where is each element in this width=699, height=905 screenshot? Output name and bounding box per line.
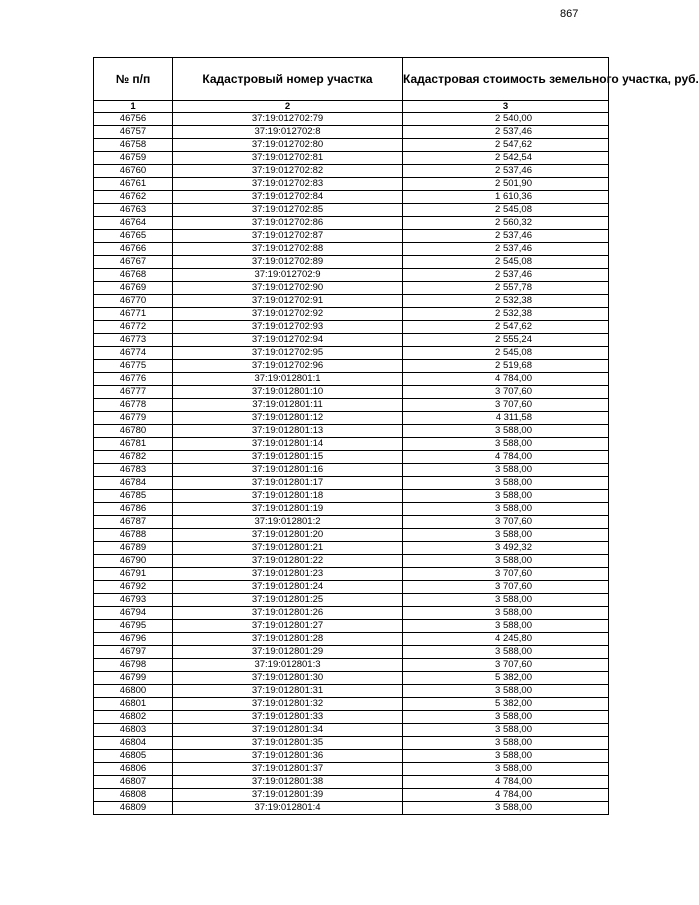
row-number-cell: 46805 <box>94 750 173 763</box>
cadastral-number-cell: 37:19:012702:86 <box>173 217 403 230</box>
table-row <box>94 386 609 399</box>
table-row <box>94 516 609 529</box>
cadastral-value-cell: 2 537,46 <box>403 126 609 139</box>
cadastral-value-cell: 3 588,00 <box>403 763 609 776</box>
row-number-cell: 46781 <box>94 438 173 451</box>
row-number-cell: 46801 <box>94 698 173 711</box>
row-number-cell: 46759 <box>94 152 173 165</box>
cadastral-value-cell: 4 784,00 <box>403 776 609 789</box>
cadastral-number-cell: 37:19:012702:95 <box>173 347 403 360</box>
table-row <box>94 256 609 269</box>
table-row <box>94 399 609 412</box>
table-row <box>94 308 609 321</box>
cadastral-number-cell: 37:19:012801:17 <box>173 477 403 490</box>
cadastral-value-cell: 2 547,62 <box>403 321 609 334</box>
cadastral-number-cell: 37:19:012801:25 <box>173 594 403 607</box>
row-number-cell: 46757 <box>94 126 173 139</box>
cadastral-number-cell: 37:19:012801:35 <box>173 737 403 750</box>
table-header-row <box>94 58 609 101</box>
table-row <box>94 243 609 256</box>
cadastral-number-cell: 37:19:012801:21 <box>173 542 403 555</box>
cadastral-value-cell: 4 784,00 <box>403 373 609 386</box>
cadastral-number-cell: 37:19:012801:31 <box>173 685 403 698</box>
row-number-cell: 46768 <box>94 269 173 282</box>
cadastral-number-cell: 37:19:012801:23 <box>173 568 403 581</box>
cadastral-number-cell: 37:19:012801:10 <box>173 386 403 399</box>
cadastral-value-cell: 3 588,00 <box>403 425 609 438</box>
cadastral-number-cell: 37:19:012702:81 <box>173 152 403 165</box>
cadastral-value-cell: 3 492,32 <box>403 542 609 555</box>
cadastral-value-cell: 2 537,46 <box>403 243 609 256</box>
cadastral-value-cell: 2 540,00 <box>403 113 609 126</box>
table-row <box>94 113 609 126</box>
table-row <box>94 334 609 347</box>
row-number-cell: 46770 <box>94 295 173 308</box>
table-row <box>94 282 609 295</box>
table-row <box>94 685 609 698</box>
cadastral-value-cell: 2 545,08 <box>403 256 609 269</box>
table-row <box>94 698 609 711</box>
table-row <box>94 217 609 230</box>
cadastral-value-cell: 3 588,00 <box>403 477 609 490</box>
cadastral-value-cell: 2 537,46 <box>403 269 609 282</box>
row-number-cell: 46803 <box>94 724 173 737</box>
row-number-cell: 46783 <box>94 464 173 477</box>
table-row <box>94 438 609 451</box>
cadastral-value-cell: 4 245,80 <box>403 633 609 646</box>
cadastral-value-cell: 3 707,60 <box>403 516 609 529</box>
row-number-cell: 46760 <box>94 165 173 178</box>
header-cadastral-number: Кадастровый номер участка <box>173 58 403 101</box>
cadastral-value-cell: 2 532,38 <box>403 308 609 321</box>
cadastral-value-cell: 2 532,38 <box>403 295 609 308</box>
cadastral-value-cell: 2 547,62 <box>403 139 609 152</box>
row-number-cell: 46796 <box>94 633 173 646</box>
cadastral-number-cell: 37:19:012702:96 <box>173 360 403 373</box>
cadastral-value-cell: 3 588,00 <box>403 724 609 737</box>
cadastral-value-cell: 5 382,00 <box>403 698 609 711</box>
row-number-cell: 46788 <box>94 529 173 542</box>
cadastral-value-cell: 3 588,00 <box>403 802 609 815</box>
cadastral-number-cell: 37:19:012801:38 <box>173 776 403 789</box>
row-number-cell: 46808 <box>94 789 173 802</box>
row-number-cell: 46761 <box>94 178 173 191</box>
cadastral-number-cell: 37:19:012801:15 <box>173 451 403 464</box>
row-number-cell: 46773 <box>94 334 173 347</box>
cadastral-number-cell: 37:19:012801:33 <box>173 711 403 724</box>
table-row <box>94 581 609 594</box>
table-row <box>94 711 609 724</box>
table-row <box>94 646 609 659</box>
cadastral-value-cell: 3 707,60 <box>403 659 609 672</box>
row-number-cell: 46762 <box>94 191 173 204</box>
row-number-cell: 46780 <box>94 425 173 438</box>
cadastral-value-cell: 3 707,60 <box>403 568 609 581</box>
cadastral-value-cell: 2 557,78 <box>403 282 609 295</box>
row-number-cell: 46767 <box>94 256 173 269</box>
table-row <box>94 750 609 763</box>
cadastral-value-cell: 3 707,60 <box>403 581 609 594</box>
row-number-cell: 46794 <box>94 607 173 620</box>
cadastral-value-cell: 3 707,60 <box>403 399 609 412</box>
row-number-cell: 46800 <box>94 685 173 698</box>
cadastral-number-cell: 37:19:012702:89 <box>173 256 403 269</box>
column-number-1: 1 <box>94 101 173 113</box>
table-row <box>94 347 609 360</box>
cadastral-number-cell: 37:19:012702:8 <box>173 126 403 139</box>
table-body <box>94 113 609 815</box>
table-row <box>94 373 609 386</box>
row-number-cell: 46769 <box>94 282 173 295</box>
table-row <box>94 139 609 152</box>
cadastral-number-cell: 37:19:012702:90 <box>173 282 403 295</box>
row-number-cell: 46795 <box>94 620 173 633</box>
cadastral-number-cell: 37:19:012801:3 <box>173 659 403 672</box>
cadastral-number-cell: 37:19:012702:80 <box>173 139 403 152</box>
column-number-row <box>94 101 609 113</box>
table-row <box>94 542 609 555</box>
table-row <box>94 594 609 607</box>
row-number-cell: 46789 <box>94 542 173 555</box>
row-number-cell: 46763 <box>94 204 173 217</box>
table-row <box>94 659 609 672</box>
cadastral-value-cell: 3 588,00 <box>403 620 609 633</box>
row-number-cell: 46779 <box>94 412 173 425</box>
table-row <box>94 802 609 815</box>
row-number-cell: 46778 <box>94 399 173 412</box>
cadastral-number-cell: 37:19:012801:36 <box>173 750 403 763</box>
cadastral-number-cell: 37:19:012702:82 <box>173 165 403 178</box>
cadastral-number-cell: 37:19:012702:92 <box>173 308 403 321</box>
row-number-cell: 46807 <box>94 776 173 789</box>
cadastral-value-cell: 2 542,54 <box>403 152 609 165</box>
table-row <box>94 152 609 165</box>
row-number-cell: 46772 <box>94 321 173 334</box>
table-row <box>94 633 609 646</box>
row-number-cell: 46784 <box>94 477 173 490</box>
row-number-cell: 46798 <box>94 659 173 672</box>
cadastral-value-cell: 1 610,36 <box>403 191 609 204</box>
cadastral-value-cell: 2 519,68 <box>403 360 609 373</box>
cadastral-number-cell: 37:19:012801:28 <box>173 633 403 646</box>
cadastral-value-cell: 3 588,00 <box>403 503 609 516</box>
cadastral-number-cell: 37:19:012801:39 <box>173 789 403 802</box>
row-number-cell: 46792 <box>94 581 173 594</box>
cadastral-value-cell: 4 784,00 <box>403 451 609 464</box>
cadastral-number-cell: 37:19:012702:91 <box>173 295 403 308</box>
table-row <box>94 360 609 373</box>
cadastral-number-cell: 37:19:012801:13 <box>173 425 403 438</box>
row-number-cell: 46775 <box>94 360 173 373</box>
table-row <box>94 737 609 750</box>
cadastral-value-cell: 4 311,58 <box>403 412 609 425</box>
table-row <box>94 490 609 503</box>
cadastral-number-cell: 37:19:012801:24 <box>173 581 403 594</box>
page-number: 867 <box>560 8 579 20</box>
table-row <box>94 529 609 542</box>
table-row <box>94 191 609 204</box>
table-row <box>94 503 609 516</box>
row-number-cell: 46804 <box>94 737 173 750</box>
row-number-cell: 46786 <box>94 503 173 516</box>
cadastral-value-cell: 2 537,46 <box>403 165 609 178</box>
table-row <box>94 620 609 633</box>
table-row <box>94 672 609 685</box>
row-number-cell: 46787 <box>94 516 173 529</box>
table-row <box>94 321 609 334</box>
row-number-cell: 46802 <box>94 711 173 724</box>
row-number-cell: 46793 <box>94 594 173 607</box>
table-row <box>94 724 609 737</box>
table-row <box>94 568 609 581</box>
row-number-cell: 46799 <box>94 672 173 685</box>
cadastral-value-cell: 3 588,00 <box>403 529 609 542</box>
cadastral-value-cell: 2 545,08 <box>403 204 609 217</box>
row-number-cell: 46756 <box>94 113 173 126</box>
cadastral-number-cell: 37:19:012702:87 <box>173 230 403 243</box>
table-row <box>94 230 609 243</box>
table-row <box>94 776 609 789</box>
header-cadastral-value: Кадастровая стоимость земельного участка, руб. <box>403 58 609 101</box>
row-number-cell: 46758 <box>94 139 173 152</box>
row-number-cell: 46809 <box>94 802 173 815</box>
row-number-cell: 46766 <box>94 243 173 256</box>
cadastral-value-cell: 3 588,00 <box>403 737 609 750</box>
header-number: № п/п <box>94 58 173 101</box>
cadastral-value-cell: 3 588,00 <box>403 464 609 477</box>
table-row <box>94 178 609 191</box>
cadastral-number-cell: 37:19:012801:12 <box>173 412 403 425</box>
cadastral-number-cell: 37:19:012801:11 <box>173 399 403 412</box>
cadastral-value-cell: 3 588,00 <box>403 594 609 607</box>
cadastral-value-cell: 4 784,00 <box>403 789 609 802</box>
row-number-cell: 46785 <box>94 490 173 503</box>
cadastral-number-cell: 37:19:012801:32 <box>173 698 403 711</box>
row-number-cell: 46791 <box>94 568 173 581</box>
row-number-cell: 46806 <box>94 763 173 776</box>
column-number-2: 2 <box>173 101 403 113</box>
cadastral-number-cell: 37:19:012801:26 <box>173 607 403 620</box>
table-row <box>94 204 609 217</box>
table-row <box>94 789 609 802</box>
table-row <box>94 269 609 282</box>
cadastral-value-cell: 2 545,08 <box>403 347 609 360</box>
cadastral-number-cell: 37:19:012702:84 <box>173 191 403 204</box>
cadastral-number-cell: 37:19:012801:30 <box>173 672 403 685</box>
cadastral-value-cell: 2 555,24 <box>403 334 609 347</box>
table-row <box>94 555 609 568</box>
table-row <box>94 607 609 620</box>
table-row <box>94 477 609 490</box>
cadastral-value-cell: 3 588,00 <box>403 750 609 763</box>
cadastral-value-cell: 3 588,00 <box>403 607 609 620</box>
cadastral-value-cell: 3 588,00 <box>403 555 609 568</box>
cadastral-value-cell: 3 588,00 <box>403 685 609 698</box>
cadastral-value-cell: 2 501,90 <box>403 178 609 191</box>
cadastral-number-cell: 37:19:012702:85 <box>173 204 403 217</box>
table-row <box>94 295 609 308</box>
row-number-cell: 46782 <box>94 451 173 464</box>
cadastral-number-cell: 37:19:012801:20 <box>173 529 403 542</box>
table-row <box>94 763 609 776</box>
cadastral-value-cell: 3 588,00 <box>403 438 609 451</box>
cadastral-number-cell: 37:19:012702:83 <box>173 178 403 191</box>
table-row <box>94 464 609 477</box>
column-number-3: 3 <box>403 101 609 113</box>
cadastral-value-cell: 3 707,60 <box>403 386 609 399</box>
cadastral-number-cell: 37:19:012801:27 <box>173 620 403 633</box>
cadastral-value-cell: 3 588,00 <box>403 646 609 659</box>
row-number-cell: 46774 <box>94 347 173 360</box>
cadastral-number-cell: 37:19:012801:34 <box>173 724 403 737</box>
cadastral-number-cell: 37:19:012801:22 <box>173 555 403 568</box>
cadastral-number-cell: 37:19:012702:93 <box>173 321 403 334</box>
cadastral-table <box>93 57 699 815</box>
cadastral-number-cell: 37:19:012801:1 <box>173 373 403 386</box>
cadastral-number-cell: 37:19:012801:29 <box>173 646 403 659</box>
cadastral-number-cell: 37:19:012801:2 <box>173 516 403 529</box>
row-number-cell: 46764 <box>94 217 173 230</box>
cadastral-number-cell: 37:19:012801:19 <box>173 503 403 516</box>
cadastral-value-cell: 2 560,32 <box>403 217 609 230</box>
row-number-cell: 46777 <box>94 386 173 399</box>
cadastral-number-cell: 37:19:012801:4 <box>173 802 403 815</box>
cadastral-number-cell: 37:19:012801:14 <box>173 438 403 451</box>
row-number-cell: 46776 <box>94 373 173 386</box>
table-row <box>94 412 609 425</box>
cadastral-value-cell: 3 588,00 <box>403 490 609 503</box>
table-row <box>94 451 609 464</box>
table-row <box>94 126 609 139</box>
cadastral-number-cell: 37:19:012801:16 <box>173 464 403 477</box>
cadastral-value-cell: 5 382,00 <box>403 672 609 685</box>
row-number-cell: 46765 <box>94 230 173 243</box>
cadastral-number-cell: 37:19:012702:79 <box>173 113 403 126</box>
cadastral-number-cell: 37:19:012801:37 <box>173 763 403 776</box>
cadastral-value-cell: 3 588,00 <box>403 711 609 724</box>
cadastral-number-cell: 37:19:012702:9 <box>173 269 403 282</box>
row-number-cell: 46790 <box>94 555 173 568</box>
row-number-cell: 46771 <box>94 308 173 321</box>
row-number-cell: 46797 <box>94 646 173 659</box>
table-row <box>94 165 609 178</box>
table-row <box>94 425 609 438</box>
cadastral-number-cell: 37:19:012801:18 <box>173 490 403 503</box>
cadastral-number-cell: 37:19:012702:94 <box>173 334 403 347</box>
cadastral-number-cell: 37:19:012702:88 <box>173 243 403 256</box>
cadastral-value-cell: 2 537,46 <box>403 230 609 243</box>
